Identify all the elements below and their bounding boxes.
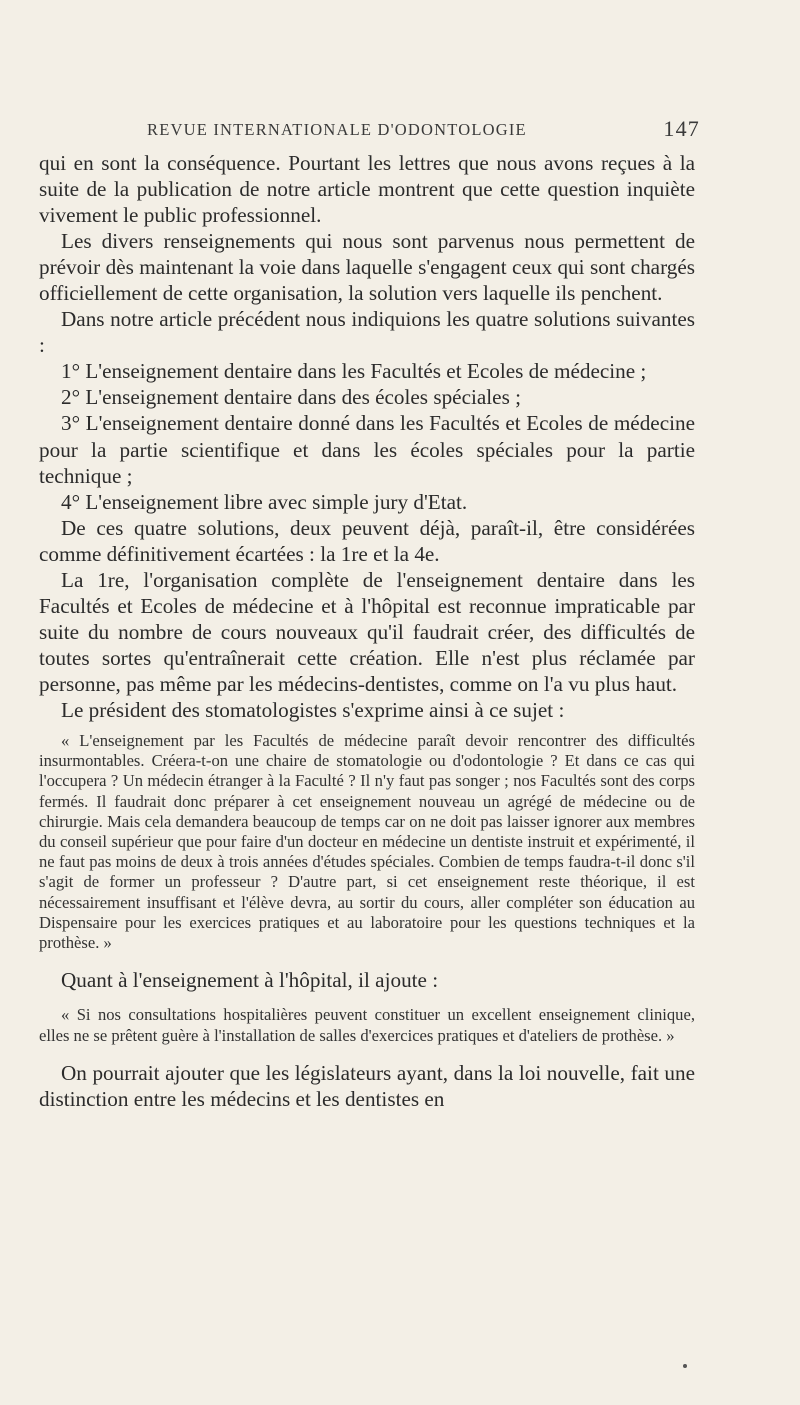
block-quote: [39, 1005, 695, 1045]
ink-speck: [683, 1364, 687, 1368]
running-title: REVUE INTERNATIONALE D'ODONTOLOGIE: [147, 120, 527, 139]
paragraph: Dans notre article précédent nous indiquions les quatre solutions suivantes :: [39, 307, 695, 358]
page-header: [135, 118, 700, 144]
list-item: 2° L'enseignement dentaire dans des écoles spéciales ;: [61, 385, 522, 410]
paragraph: De ces quatre solutions, deux peuvent déjà, paraît-il, être considérées comme définitivement écartées : la 1re et la 4e.: [39, 515, 695, 566]
quote-text: « Si nos consultations hospitalières peuvent constituer un excellent enseignement clinique, elles ne se prêtent guère à l'installation de salles d'exercices pratiques et d'ateliers de prothèse. »: [39, 1005, 695, 1045]
block-quote: [39, 731, 695, 953]
article-body: [39, 150, 695, 1112]
paragraph: On pourrait ajouter que les législateurs ayant, dans la loi nouvelle, fait une distinction entre les médecins et les dentistes en: [39, 1060, 695, 1111]
paragraph: qui en sont la conséquence. Pourtant les lettres que nous avons reçues à la suite de la publication de notre article montrent que cette question inquiète vivement le public professionnel.: [39, 151, 695, 228]
paragraph: La 1re, l'organisation complète de l'enseignement dentaire dans les Facultés et Ecoles de médecine et à l'hôpital est reconnue impraticable par suite du nombre de cours nouveaux qu'il faudrait créer, des difficultés de toutes sortes qu'entraînerait cette création. Elle n'est plus réclamée par personne, pas même par les médecins-dentistes, comme on l'a vu plus haut.: [39, 567, 695, 696]
paragraph: Les divers renseignements qui nous sont parvenus nous permettent de prévoir dès maintenant la voie dans laquelle s'engagent ceux qui sont chargés officiellement de cette organisation, la solution vers laquelle ils penchent.: [39, 229, 695, 306]
paragraph: Le président des stomatologistes s'exprime ainsi à ce sujet :: [61, 697, 565, 722]
paragraph: Quant à l'enseignement à l'hôpital, il ajoute :: [61, 968, 439, 993]
page-number: 147: [663, 116, 700, 141]
quote-text: « L'enseignement par les Facultés de médecine paraît devoir rencontrer des difficultés insurmontables. Créera-t-on une chaire de stomatologie ou d'odontologie ? Et dans ce cas qui l'occupera ? Un médecin étranger à la Faculté ? Il n'y faut pas songer ; nos Facultés sont des corps fermés. Il faudrait donc préparer à cet enseignement nouveau un agrégé de médecine ou de chirurgie. Mais cela demandera beaucoup de temps car on ne doit pas laisser ignorer aux membres du conseil supérieur que pour faire d'un docteur en médecine un dentiste instruit et expérimenté, il ne faut pas moins de deux à trois années d'études spéciales. Combien de temps faudra-t-il donc s'il s'agit de former un professeur ? D'autre part, si cet enseignement reste théorique, il est nécessairement insuffisant et l'élève devra, au sortir du cours, aller compléter son éducation au Dispensaire pour les exercices pratiques et au laboratoire pour les questions techniques et la prothèse. »: [39, 731, 695, 953]
list-item: 3° L'enseignement dentaire donné dans les Facultés et Ecoles de médecine pour la partie scientifique et dans les écoles spéciales pour la partie technique ;: [39, 411, 695, 488]
list-item: 4° L'enseignement libre avec simple jury d'Etat.: [61, 489, 468, 514]
list-item: 1° L'enseignement dentaire dans les Facultés et Ecoles de médecine ;: [61, 359, 647, 384]
